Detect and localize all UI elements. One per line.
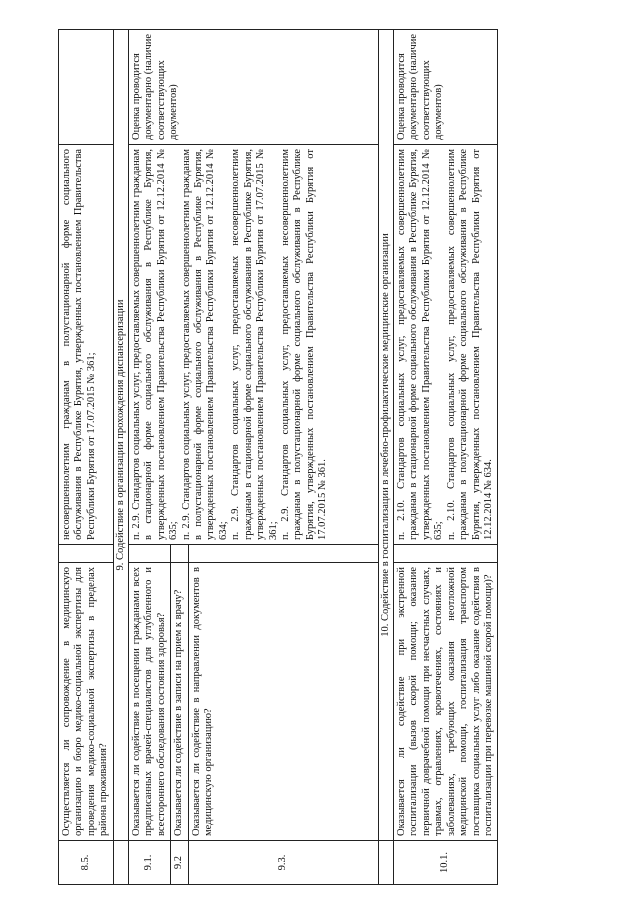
row-number: 10.1. xyxy=(394,841,498,885)
row-number: 8.5. xyxy=(59,841,114,885)
evaluation-cell: Оценка проводится документарно (наличие соответствующих документов) xyxy=(394,30,498,145)
section-title: 10. Содействие в госпитализации в лечебно-профилактические медицинские организации xyxy=(378,30,393,841)
criteria-table xyxy=(58,29,498,885)
standard-paragraph: п. 2.9. Стандартов социальных услуг, предоставляемых совершеннолетним гражданам в полустационарной форме социального обслуживания в Республике Бурятия, утвержденных постановлением Правительства Республики Бурятия от 12.12.2014 № 634; xyxy=(180,149,229,540)
empty-cell xyxy=(59,545,114,563)
table-row xyxy=(394,30,498,885)
standard-cell xyxy=(394,145,498,545)
empty-cell xyxy=(171,545,188,563)
question-cell: Оказывается ли содействие в записи на прием к врачу? xyxy=(171,563,188,841)
empty-cell xyxy=(129,545,171,563)
question-cell: Оказывается ли содействие в направлении документов в медицинскую организацию? xyxy=(188,563,378,841)
empty-cell xyxy=(378,841,393,885)
section-header-row xyxy=(378,30,393,885)
row-number: 9.3. xyxy=(188,841,378,885)
standard-paragraph: п. 2.10. Стандартов социальных услуг, предоставляемых совершеннолетним гражданам в стационарной форме социального обслуживания в Республике Бурятия, утвержденных постановлением Правительства Республики Бурятия от 12.12.2014 № 635; xyxy=(396,149,445,540)
evaluation-cell: Оценка проводится документарно (наличие соответствующих документов) xyxy=(129,30,379,145)
evaluation-cell xyxy=(59,30,114,145)
standard-cell xyxy=(129,145,379,545)
row-number: 9.2 xyxy=(171,841,188,885)
standard-cell: несовершеннолетним гражданам в полустационарной форме социального обслуживания в Республике Бурятия, утвержденных постановлением Правительства Республики Бурятия от 17.07.2015 № 361; xyxy=(59,145,114,545)
question-cell: Осуществляется ли сопровождение в медицинскую организацию и бюро медико-социальной экспертизы для проведения медико-социальной экспертизы в пределах района проживания? xyxy=(59,563,114,841)
empty-cell xyxy=(113,841,128,885)
question-cell: Оказывается ли содействие в посещении гражданами всех предписанных врачей-специалистов для углубленного и всестороннего обследования состояния здоровья? xyxy=(129,563,171,841)
table-row xyxy=(129,30,171,885)
standard-paragraph: п. 2.9. Стандартов социальных услуг, предоставляемых несовершеннолетним гражданам в стационарной форме социального обслуживания в Республике Бурятия, утвержденных постановлением Правительства Республики Бурятия от 17.07.2015 № 361; xyxy=(230,149,279,540)
standard-paragraph: п. 2.10. Стандартов социальных услуг, предоставляемых совершеннолетним гражданам в полустационарной форме социального обслуживания в Республике Бурятия, утвержденных постановлением Правительства Республики Бурятия от 12.12.2014 № 634. xyxy=(445,149,494,540)
section-title: 9. Содействие в организации прохождения диспансеризации xyxy=(113,30,128,841)
section-header-row xyxy=(113,30,128,885)
table-row xyxy=(59,30,114,885)
question-cell: Оказывается ли содействие при экстренной госпитализации (вызов скорой помощи; оказание первичной доврачебной помощи при несчастных случаях, травмах, отравлениях, кровотечениях, состояниях и заболеваниях, требующих оказания неотложной медицинской помощи, госпитализация транспортом поставщика социальных услуг либо оказание содействия в госпитализации при перевозке машиной скорой помощи)? xyxy=(394,563,498,841)
empty-cell xyxy=(188,545,378,563)
empty-cell xyxy=(394,545,498,563)
standard-paragraph: п. 2.9. Стандартов социальных услуг, предоставляемых совершеннолетним гражданам в стационарной форме социального обслуживания в Республике Бурятия, утвержденных постановлением Правительства Республики Бурятия от 12.12.2014 № 635; xyxy=(131,149,180,540)
standard-paragraph: п. 2.9. Стандартов социальных услуг, предоставляемых несовершеннолетним гражданам в полустационарной форме социального обслуживания в Республике Бурятия, утвержденных постановлением Правительства Республики Бурятия от 17.07.2015 № 361. xyxy=(279,149,329,540)
row-number: 9.1. xyxy=(129,841,171,885)
